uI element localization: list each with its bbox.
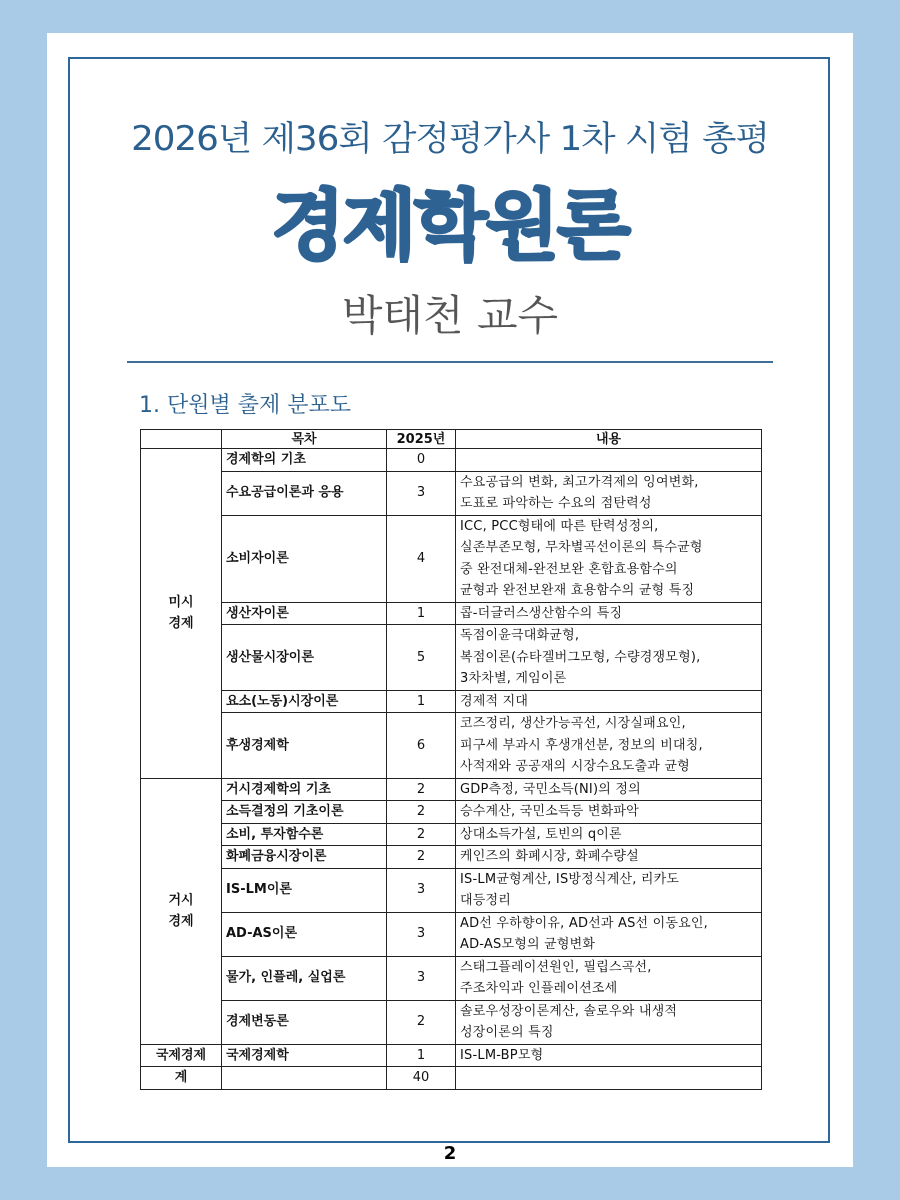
table-row bbox=[141, 868, 762, 912]
category-label: 미시 bbox=[168, 594, 194, 610]
category-label: 거시 bbox=[168, 892, 194, 908]
content-line: 3차차별, 게임이론 bbox=[460, 671, 567, 686]
topic-cell: 국제경제학 bbox=[222, 1044, 387, 1067]
content-cell bbox=[456, 449, 762, 472]
table-row bbox=[141, 912, 762, 956]
content-line: 경제적 지대 bbox=[460, 693, 529, 709]
content-cell bbox=[456, 823, 762, 846]
table-row bbox=[141, 956, 762, 1000]
content-cell bbox=[456, 713, 762, 779]
table-row bbox=[141, 713, 762, 779]
total-label-cell: 계 bbox=[141, 1067, 222, 1090]
topic-cell: 생산물시장이론 bbox=[222, 625, 387, 691]
topic-cell: 소득결정의 기초이론 bbox=[222, 801, 387, 824]
count-cell: 4 bbox=[387, 515, 456, 602]
header-content: 내용 bbox=[456, 430, 762, 449]
topic-cell: IS-LM이론 bbox=[222, 868, 387, 912]
content-line: GDP측정, 국민소득(NI)의 정의 bbox=[460, 781, 641, 797]
content-line: ICC, PCC형태에 따른 탄력성정의, bbox=[460, 518, 659, 534]
table-header-row bbox=[141, 430, 762, 449]
content-cell bbox=[456, 912, 762, 956]
header-topic: 목차 bbox=[222, 430, 387, 449]
topic-cell: 화폐금융시장이론 bbox=[222, 846, 387, 869]
content-line: 실존부존모형, 무차별곡선이론의 특수균형 bbox=[460, 540, 703, 555]
table-row bbox=[141, 449, 762, 472]
page-number: 2 bbox=[443, 1143, 457, 1164]
count-cell: 3 bbox=[387, 471, 456, 515]
count-cell: 0 bbox=[387, 449, 456, 472]
table-row bbox=[141, 801, 762, 824]
table-row bbox=[141, 846, 762, 869]
content-cell bbox=[456, 602, 762, 625]
content-line: 균형과 완전보완재 효용함수의 균형 특징 bbox=[460, 583, 695, 598]
content-line: AD선 우하향이유, AD선과 AS선 이동요인, bbox=[460, 915, 708, 931]
content-cell bbox=[456, 690, 762, 713]
content-line: 독점이윤극대화균형, bbox=[460, 628, 580, 643]
topic-cell: 생산자이론 bbox=[222, 602, 387, 625]
content-line: 상대소득가설, 토빈의 q이론 bbox=[460, 826, 622, 842]
macro-category-cell bbox=[141, 778, 222, 1044]
total-count-cell: 40 bbox=[387, 1067, 456, 1090]
count-cell: 3 bbox=[387, 956, 456, 1000]
distribution-table bbox=[140, 429, 762, 1090]
count-cell: 5 bbox=[387, 625, 456, 691]
table-body bbox=[141, 449, 762, 1090]
topic-cell: 물가, 인플레, 실업론 bbox=[222, 956, 387, 1000]
exam-title: 2026년 제36회 감정평가사 1차 시험 총평 bbox=[131, 119, 769, 159]
content-line: 승수계산, 국민소득등 변화파악 bbox=[460, 804, 639, 819]
content-cell bbox=[456, 868, 762, 912]
table-row bbox=[141, 471, 762, 515]
table-row bbox=[141, 602, 762, 625]
content-cell bbox=[456, 778, 762, 801]
table-row bbox=[141, 778, 762, 801]
content-line: 피구세 부과시 후생개선분, 정보의 비대칭, bbox=[460, 737, 703, 753]
content-cell bbox=[456, 956, 762, 1000]
header-year-count: 2025년 bbox=[387, 430, 456, 449]
table-row bbox=[141, 1000, 762, 1044]
content-line: AD-AS모형의 균형변화 bbox=[460, 937, 596, 952]
count-cell: 3 bbox=[387, 912, 456, 956]
category-label: 경제 bbox=[168, 616, 194, 632]
count-cell: 3 bbox=[387, 868, 456, 912]
topic-cell: 후생경제학 bbox=[222, 713, 387, 779]
topic-cell: 경제변동론 bbox=[222, 1000, 387, 1044]
content-line: 솔로우성장이론계산, 솔로우와 내생적 bbox=[460, 1003, 678, 1019]
content-line: IS-LM균형계산, IS방정식계산, 리카도 bbox=[460, 871, 680, 887]
count-cell: 1 bbox=[387, 1044, 456, 1067]
content-line: 케인즈의 화폐시장, 화폐수량설 bbox=[460, 849, 639, 864]
table-row bbox=[141, 690, 762, 713]
content-line: 대등정리 bbox=[460, 893, 512, 908]
table-row bbox=[141, 515, 762, 602]
count-cell: 2 bbox=[387, 801, 456, 824]
topic-cell: 수요공급이론과 응용 bbox=[222, 471, 387, 515]
table-row bbox=[141, 625, 762, 691]
content-line: 콥-더글러스생산함수의 특징 bbox=[460, 605, 623, 621]
topic-cell: 요소(노동)시장이론 bbox=[222, 690, 387, 713]
professor-name: 박태천 교수 bbox=[341, 291, 559, 340]
total-blank-cell bbox=[456, 1067, 762, 1090]
table-row bbox=[141, 1044, 762, 1067]
content-cell bbox=[456, 801, 762, 824]
topic-cell: 거시경제학의 기초 bbox=[222, 778, 387, 801]
total-blank-cell bbox=[222, 1067, 387, 1090]
topic-cell: 소비자이론 bbox=[222, 515, 387, 602]
topic-cell: AD-AS이론 bbox=[222, 912, 387, 956]
count-cell: 2 bbox=[387, 778, 456, 801]
content-line: 복점이론(슈타겔버그모형, 수량경쟁모형), bbox=[460, 649, 701, 665]
content-line: 중 완전대체-완전보완 혼합효용함수의 bbox=[460, 561, 678, 577]
content-cell bbox=[456, 625, 762, 691]
total-row bbox=[141, 1067, 762, 1090]
content-line: 도표로 파악하는 수요의 점탄력성 bbox=[460, 496, 652, 511]
count-cell: 1 bbox=[387, 690, 456, 713]
content-cell bbox=[456, 846, 762, 869]
content-cell bbox=[456, 471, 762, 515]
count-cell: 6 bbox=[387, 713, 456, 779]
table-row bbox=[141, 823, 762, 846]
content-line: 주조차익과 인플레이션조세 bbox=[460, 981, 618, 996]
content-cell bbox=[456, 515, 762, 602]
count-cell: 2 bbox=[387, 1000, 456, 1044]
header-divider bbox=[127, 361, 773, 363]
section-heading: 1. 단원별 출제 분포도 bbox=[139, 393, 351, 418]
count-cell: 2 bbox=[387, 823, 456, 846]
category-label: 경제 bbox=[168, 914, 194, 929]
content-cell: IS-LM-BP모형 bbox=[456, 1044, 762, 1067]
micro-category-cell bbox=[141, 449, 222, 779]
header-category bbox=[141, 430, 222, 449]
document-page bbox=[47, 33, 853, 1167]
subject-title: 경제학원론 bbox=[271, 181, 629, 270]
content-cell bbox=[456, 1000, 762, 1044]
count-cell: 1 bbox=[387, 602, 456, 625]
content-line: 성장이론의 특징 bbox=[460, 1025, 554, 1040]
topic-cell: 소비, 투자함수론 bbox=[222, 823, 387, 846]
international-category-cell: 국제경제 bbox=[141, 1044, 222, 1067]
topic-cell: 경제학의 기초 bbox=[222, 449, 387, 472]
content-line: 수요공급의 변화, 최고가격제의 잉여변화, bbox=[460, 474, 699, 490]
content-line: 스태그플레이션원인, 필립스곡선, bbox=[460, 959, 652, 975]
content-line: 사적재와 공공재의 시장수요도출과 균형 bbox=[460, 759, 690, 774]
content-line: 코즈정리, 생산가능곡선, 시장실패요인, bbox=[460, 716, 686, 731]
count-cell: 2 bbox=[387, 846, 456, 869]
